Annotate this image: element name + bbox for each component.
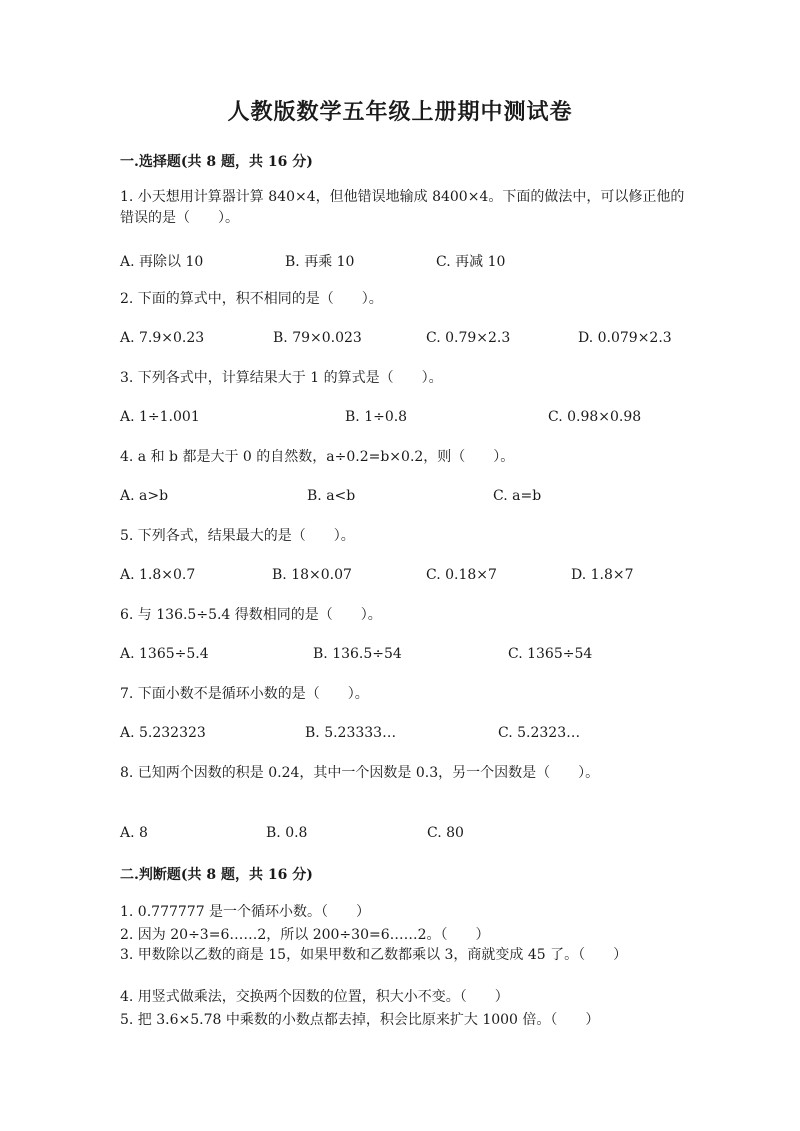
q8-option-c: C. 80 — [427, 825, 464, 841]
q5-option-b: B. 18×0.07 — [272, 567, 352, 583]
tf-item-3: 3. 甲数除以乙数的商是 15，如果甲数和乙数都乘以 3，商就变成 45 了。（ ） — [120, 947, 628, 963]
tf-item-4: 4. 用竖式做乘法，交换两个因数的位置，积大小不变。（ ） — [120, 989, 509, 1005]
question-1: 1. 小天想用计算器计算 840×4，但他错误地输成 8400×4。下面的做法中，可以修正他的错误的是（ ）。 — [120, 189, 685, 226]
q1-option-c: C. 再减 10 — [436, 254, 506, 270]
tf-item-2: 2. 因为 20÷3=6……2，所以 200÷30=6……2。（ ） — [120, 927, 490, 943]
q6-option-a: A. 1365÷5.4 — [120, 646, 209, 662]
q2-option-b: B. 79×0.023 — [273, 330, 362, 346]
question-4: 4. a 和 b 都是大于 0 的自然数，a÷0.2=b×0.2，则（ ）。 — [120, 449, 515, 465]
q4-option-a: A. a>b — [120, 488, 169, 504]
q5-option-a: A. 1.8×0.7 — [120, 567, 196, 583]
q3-option-b: B. 1÷0.8 — [345, 409, 408, 425]
q8-option-a: A. 8 — [120, 825, 148, 841]
question-6: 6. 与 136.5÷5.4 得数相同的是（ ）。 — [120, 607, 382, 623]
tf-item-1: 1. 0.777777 是一个循环小数。（ ） — [120, 904, 371, 920]
q3-option-a: A. 1÷1.001 — [120, 409, 200, 425]
q7-option-c: C. 5.2323… — [498, 725, 581, 741]
q6-option-c: C. 1365÷54 — [508, 646, 593, 662]
q3-option-c: C. 0.98×0.98 — [548, 409, 642, 425]
tf-item-5: 5. 把 3.6×5.78 中乘数的小数点都去掉，积会比原来扩大 1000 倍。（ ） — [120, 1012, 600, 1028]
question-5: 5. 下列各式，结果最大的是（ ）。 — [120, 528, 355, 544]
q6-option-b: B. 136.5÷54 — [313, 646, 402, 662]
section-heading-choice: 一.选择题(共 8 题，共 16 分) — [120, 154, 313, 170]
q4-option-b: B. a<b — [307, 488, 356, 504]
page-title: 人教版数学五年级上册期中测试卷 — [227, 99, 573, 125]
q7-option-b: B. 5.23333… — [305, 725, 397, 741]
q4-option-c: C. a=b — [493, 488, 542, 504]
question-8: 8. 已知两个因数的积是 0.24，其中一个因数是 0.3，另一个因数是（ ）。 — [120, 765, 600, 781]
section-heading-true-false: 二.判断题(共 8 题，共 16 分) — [120, 867, 313, 883]
q2-option-d: D. 0.079×2.3 — [578, 330, 672, 346]
question-3: 3. 下列各式中，计算结果大于 1 的算式是（ ）。 — [120, 370, 443, 386]
q8-option-b: B. 0.8 — [266, 825, 308, 841]
question-2: 2. 下面的算式中，积不相同的是（ ）。 — [120, 291, 383, 307]
q2-option-c: C. 0.79×2.3 — [426, 330, 511, 346]
q1-option-a: A. 再除以 10 — [120, 254, 204, 270]
q7-option-a: A. 5.232323 — [120, 725, 206, 741]
q1-option-b: B. 再乘 10 — [285, 254, 355, 270]
question-7: 7. 下面小数不是循环小数的是（ ）。 — [120, 686, 369, 702]
q2-option-a: A. 7.9×0.23 — [120, 330, 205, 346]
q5-option-d: D. 1.8×7 — [571, 567, 634, 583]
q5-option-c: C. 0.18×7 — [426, 567, 497, 583]
